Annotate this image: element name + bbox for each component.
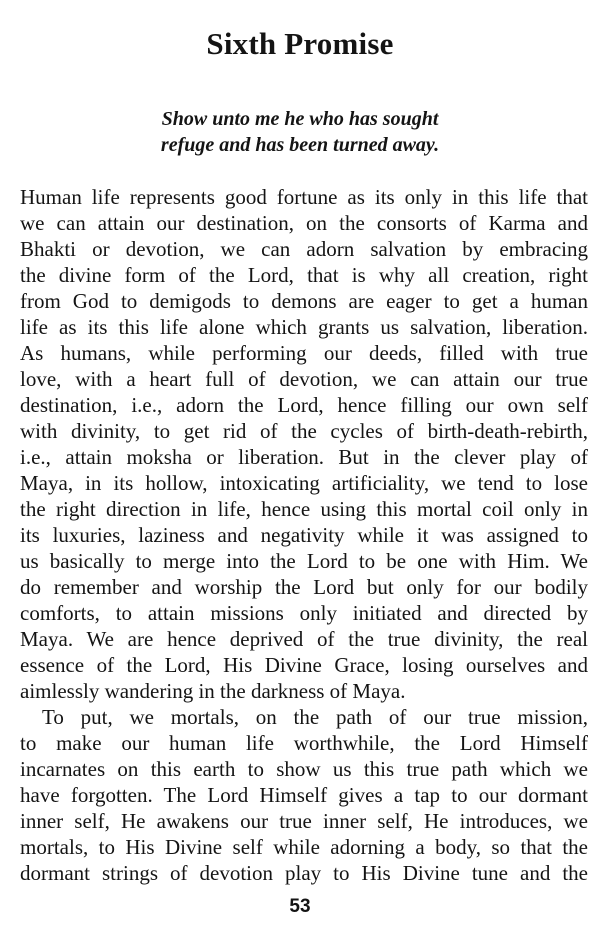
text-line: aimlessly wandering in the darkness of Maya. <box>20 679 406 703</box>
text-line: do remember and worship the Lord but only for our bodily <box>20 575 588 599</box>
text-line: the right direction in life, hence using this mortal coil only in <box>20 497 588 521</box>
text-line: from God to demigods to demons are eager to get a human <box>20 289 588 313</box>
text-line: As humans, while performing our deeds, filled with true <box>20 341 588 365</box>
text-line: Bhakti or devotion, we can adorn salvation by embracing <box>20 237 588 261</box>
text-line: love, with a heart full of devotion, we can attain our true <box>20 367 588 391</box>
text-line: inner self, He awakens our true inner self, He introduces, we <box>20 809 588 833</box>
text-line: the divine form of the Lord, that is why all creation, right <box>20 263 588 287</box>
page-number: 53 <box>289 896 311 917</box>
text-line: mortals, to His Divine self while adorning a body, so that the <box>20 835 588 859</box>
text-line: to make our human life worthwhile, the Lord Himself <box>20 731 588 755</box>
text-line: incarnates on this earth to show us this true path which we <box>20 757 588 781</box>
epigraph-quote <box>40 106 560 158</box>
text-line: comforts, to attain missions only initiated and directed by <box>20 601 588 625</box>
text-line: its luxuries, laziness and negativity while it was assigned to <box>20 523 588 547</box>
text-line: To put, we mortals, on the path of our true mission, <box>42 705 588 729</box>
text-line: destination, i.e., adorn the Lord, hence filling our own self <box>20 393 588 417</box>
text-line: Maya, in its hollow, intoxicating artificiality, we tend to lose <box>20 471 588 495</box>
epigraph-line: refuge and has been turned away. <box>160 134 440 156</box>
text-line: life as its this life alone which grants us salvation, liberation. <box>20 315 588 339</box>
text-line: Maya. We are hence deprived of the true divinity, the real <box>20 627 588 651</box>
text-line: with divinity, to get rid of the cycles of birth-death-rebirth, <box>20 419 588 443</box>
text-line: have forgotten. The Lord Himself gives a tap to our dormant <box>20 783 588 807</box>
text-line: Human life represents good fortune as its only in this life that <box>20 185 588 209</box>
epigraph-line: Show unto me he who has sought <box>161 108 439 130</box>
text-line: i.e., attain moksha or liberation. But in the clever play of <box>20 445 588 469</box>
text-line: we can attain our destination, on the consorts of Karma and <box>20 211 588 235</box>
text-line: essence of the Lord, His Divine Grace, losing ourselves and <box>20 653 588 677</box>
body-text <box>20 184 588 886</box>
text-line: dormant strings of devotion play to His Divine tune and the <box>20 861 588 885</box>
text-line: us basically to merge into the Lord to be one with Him. We <box>20 549 588 573</box>
chapter-title: Sixth Promise <box>206 26 394 61</box>
